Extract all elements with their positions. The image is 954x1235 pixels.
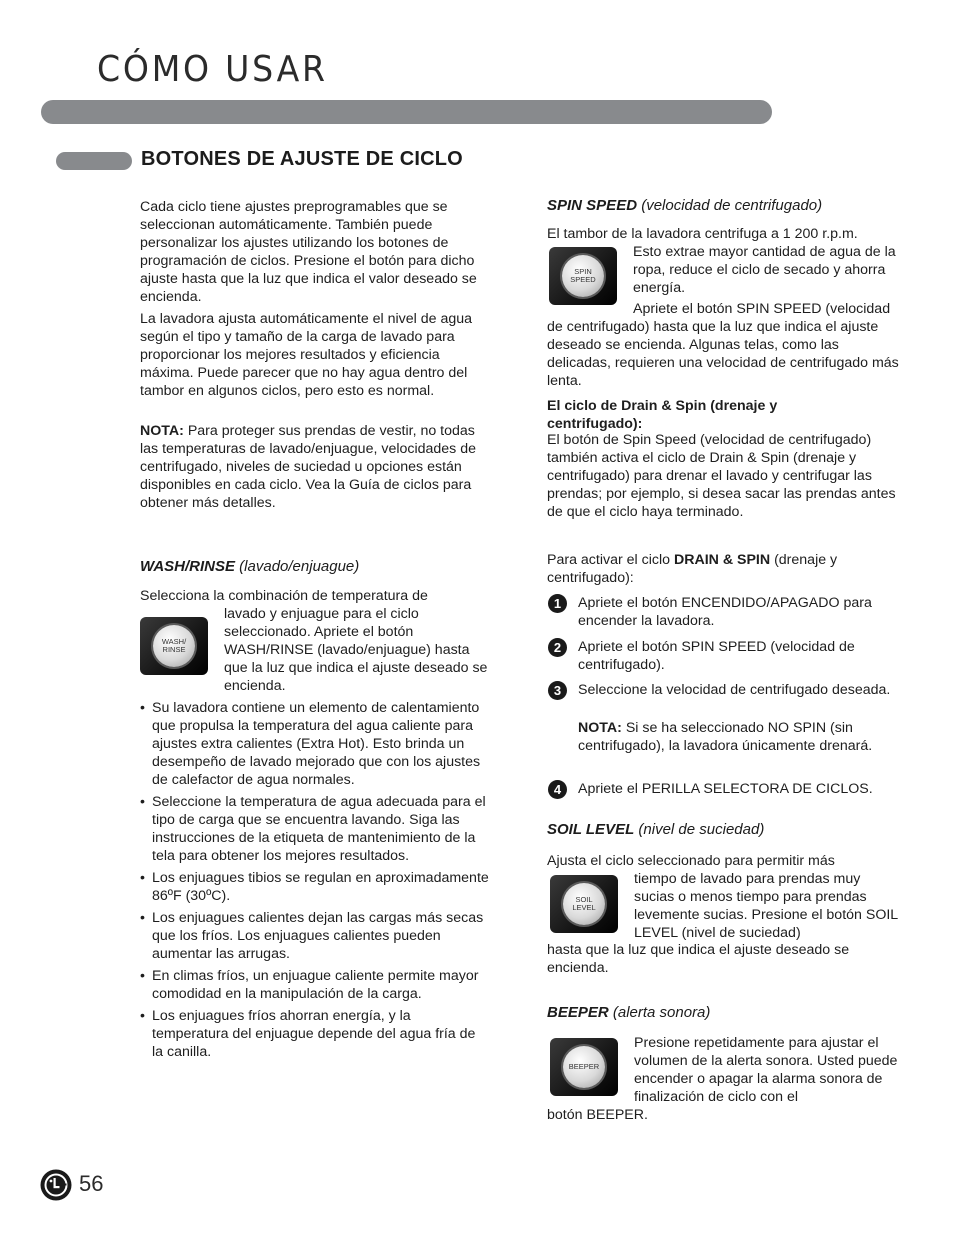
wash-rinse-button-label: WASH/ RINSE [153,625,195,667]
page-number: 56 [79,1171,104,1196]
step-text-1: Apriete el botón ENCENDIDO/APAGADO para encender la lavadora. [578,595,872,629]
section-title: BOTONES DE AJUSTE DE CICLO [141,148,463,170]
spin-speed-heading [547,197,822,214]
activate-text-c: (drenaje y centrifugado): [547,552,838,586]
step-note-text: Si se ha seleccionado NO SPIN (sin centrifugado), la lavadora únicamente drenará. [578,720,873,754]
beeper-heading-main: BEEPER [547,1004,609,1021]
beeper-rest-text: botón BEEPER. [547,1107,648,1123]
soil-level-heading-sub: (nivel de suciedad) [634,821,765,838]
step-number-2: 2 [548,638,567,657]
spin-speed-heading-main: SPIN SPEED [547,197,638,214]
wash-rinse-bullet-list [140,699,490,1065]
beeper-heading-sub: (alerta sonora) [608,1004,711,1021]
soil-level-heading-main: SOIL LEVEL [547,821,635,838]
spin-speed-button-label: SPIN SPEED [562,255,604,297]
bullet-item: • Los enjuagues fríos ahorran energía, y la temperatura del enjuague depende del agua fría de la canilla. [140,1007,490,1061]
beeper-button-image [550,1038,618,1096]
soil-level-button-label: SOIL LEVEL [563,883,605,925]
beeper-heading [547,1004,710,1021]
drain-spin-heading: El ciclo de Drain & Spin (drenaje y centrifugado): [547,398,778,432]
bullet-item: • Su lavadora contiene un elemento de calentamiento que propulsa la temperatura del agua caliente para ajustes extra calientes (Extra Hot). Esto brinda un desempeño de lavado mejorado que con los ajustes de calefactor de agua normales. [140,699,490,789]
bullet-item: • En climas fríos, un enjuague caliente permite mayor comodidad en la manipulación de la carga. [140,967,490,1003]
bullet-item: • Los enjuagues tibios se regulan en aproximadamente 86ºF (30ºC). [140,869,490,905]
soil-level-heading [547,821,764,838]
spin-speed-button-image [549,247,617,305]
beeper-side-text: Presione repetidamente para ajustar el volumen de la alerta sonora. Usted puede encender o apagar la alarma sonora de finalización de ciclo con el [634,1035,898,1105]
note-paragraph [140,422,490,512]
title-bar [41,100,772,124]
step-number-4: 4 [548,780,567,799]
section-pill [56,152,132,170]
drain-spin-text: El botón de Spin Speed (velocidad de centrifugado) también activa el ciclo de Drain & Spin (drenaje y centrifugado) para drenar el lavado y centrifugar las prendas; por ejemplo, si desea sacar las prendas antes de que el ciclo haya terminado. [547,432,896,520]
step-number-3: 3 [548,681,567,700]
intro-paragraph-2: La lavadora ajusta automáticamente el nivel de agua según el tipo y tamaño de la carga de lavado para proporcionar los mejores resultados y eficiencia máxima. Puede parecer que no hay agua dentro del tambor en algunos ciclos, pero esto es normal. [140,311,473,399]
drain-spin-activate [547,551,899,587]
wash-rinse-heading-main: WASH/RINSE [140,558,236,575]
step-text-4: Apriete el PERILLA SELECTORA DE CICLOS. [578,781,873,797]
spin-speed-paragraph-2: Apriete el botón SPIN SPEED (velocidad de centrifugado) hasta que la luz que indica el ajuste deseado se encienda. Algunas telas, como las delicadas, requieren una velocidad de centrifugado más lenta. [547,301,899,389]
beeper-button-label: BEEPER [563,1046,605,1088]
intro-paragraph-1: Cada ciclo tiene ajustes preprogramables que se seleccionan automáticamente. También puede personalizar los ajustes utilizando los botones de programación de ciclos. Presione el botón para dicho ajuste hasta que la luz que indica el valor deseado se encienda. [140,199,477,305]
bullet-item: • Seleccione la temperatura de agua adecuada para el tipo de carga que se encuentra lavando. Siga las instrucciones de la etiqueta de mantenimiento de la tela para obtener los mejores resultados. [140,793,490,865]
page-title: CÓMO USAR [97,49,328,90]
spin-speed-side-text: Esto extrae mayor cantidad de agua de la ropa, reduce el ciclo de secado y ahorra energía. [633,244,896,296]
wash-rinse-button-image [140,617,208,675]
lg-logo-icon [40,1169,72,1201]
step-number-1: 1 [548,594,567,613]
bullet-item: • Los enjuagues calientes dejan las cargas más secas que los fríos. Los enjuagues calientes pueden aumentar las arrugas. [140,909,490,963]
step-note-label: NOTA: [578,720,622,736]
soil-level-line1: Ajusta el ciclo seleccionado para permitir más [547,853,835,869]
note-text: Para proteger sus prendas de vestir, no todas las temperaturas de lavado/enjuague, velocidades de centrifugado, niveles de suciedad u opciones están disponibles en cada ciclo. Vea la Guía de ciclos para obtener más detalles. [140,423,476,511]
activate-text-a: Para activar el ciclo [547,552,674,568]
spin-speed-heading-sub: (velocidad de centrifugado) [637,197,823,214]
soil-level-button-image [550,875,618,933]
wash-rinse-intro-rest: lavado y enjuague para el ciclo seleccionado. Apriete el botón WASH/RINSE (lavado/enjuague) hasta que la luz que indica el ajuste deseado se encienda. [224,606,488,694]
step-text-3: Seleccione la velocidad de centrifugado deseada. [578,682,891,698]
note-label: NOTA: [140,423,184,439]
step-note [578,719,898,755]
wash-rinse-heading-sub: (lavado/enjuague) [235,558,360,575]
wash-rinse-heading [140,558,359,575]
spin-speed-line1: El tambor de la lavadora centrifuga a 1 200 r.p.m. [547,226,858,242]
soil-level-side-text: tiempo de lavado para prendas muy sucias o menos tiempo para prendas levemente sucias. Presione el botón SOIL LEVEL (nivel de suciedad) [634,871,898,941]
activate-text-b: DRAIN & SPIN [673,552,771,568]
soil-level-rest-text: hasta que la luz que indica el ajuste deseado se encienda. [547,942,850,976]
wash-rinse-intro-line: Selecciona la combinación de temperatura de [140,588,428,604]
step-text-2: Apriete el botón SPIN SPEED (velocidad de centrifugado). [578,639,855,673]
